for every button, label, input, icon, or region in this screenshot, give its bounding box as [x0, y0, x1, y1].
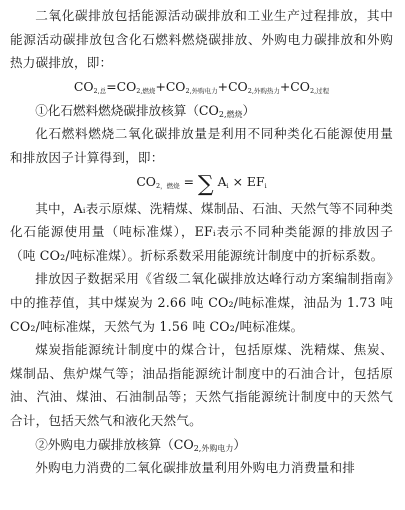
- paragraph-purchased-electricity: 外购电力消费的二氧化碳排放量利用外购电力消费量和排: [35, 460, 356, 476]
- paragraph-fossil-fuel: 化石燃料燃烧二氧化碳排放量是利用不同种类化石能源使用量和排放因子计算得到，即：: [10, 126, 393, 165]
- paragraph-energy-definitions: 煤炭指能源统计制度中的煤合计，包括原煤、洗精煤、焦炭、煤制品、焦炉煤气等；油品指能源统计制度中的石油合计，包括原油、汽油、煤油、石油制品等；天然气指能源统计制度中的天然气合计，包括天然气和液化天然气。: [10, 342, 393, 428]
- paragraph-variables: 其中，Aᵢ表示原煤、洗精煤、煤制品、石油、天然气等不同种类化石能源使用量（吨标准煤），EFᵢ表示不同种类能源的排放因子（吨 CO₂/吨标准煤）。折标系数采用能源统计制度中的折标系数。: [10, 200, 393, 263]
- equation-fossil-fuel: $CO_{2,燃烧}$ = ∑ $A_i \times EF_i$: [136, 171, 267, 197]
- section-heading-fossil-fuel: ①化石燃料燃烧碳排放核算$(CO_{2,燃烧})$: [35, 102, 256, 119]
- equation-total-emission: $CO_{2,总}=CO_{2,燃烧}+CO_{2,外购电力}+CO_{2,外购热力}+CO_{2,过程}$: [73, 78, 330, 95]
- paragraph-intro: 二氧化碳排放包括能源活动碳排放和工业生产过程排放，其中能源活动碳排放包含化石燃料燃烧碳排放、外购电力碳排放和外购热力碳排放，即：: [10, 8, 393, 71]
- paragraph-emission-factors: 排放因子数据采用《省级二氧化碳排放达峰行动方案编制指南》中的推荐值，其中煤炭为 2.66 吨 CO₂/吨标准煤，油品为 1.73 吨 CO₂/吨标准煤，天然气为 1.56 吨 CO₂/吨标准煤。: [10, 271, 393, 334]
- section-heading-purchased-electricity: ②外购电力碳排放核算$(CO_{2,外购电力})$: [35, 436, 246, 453]
